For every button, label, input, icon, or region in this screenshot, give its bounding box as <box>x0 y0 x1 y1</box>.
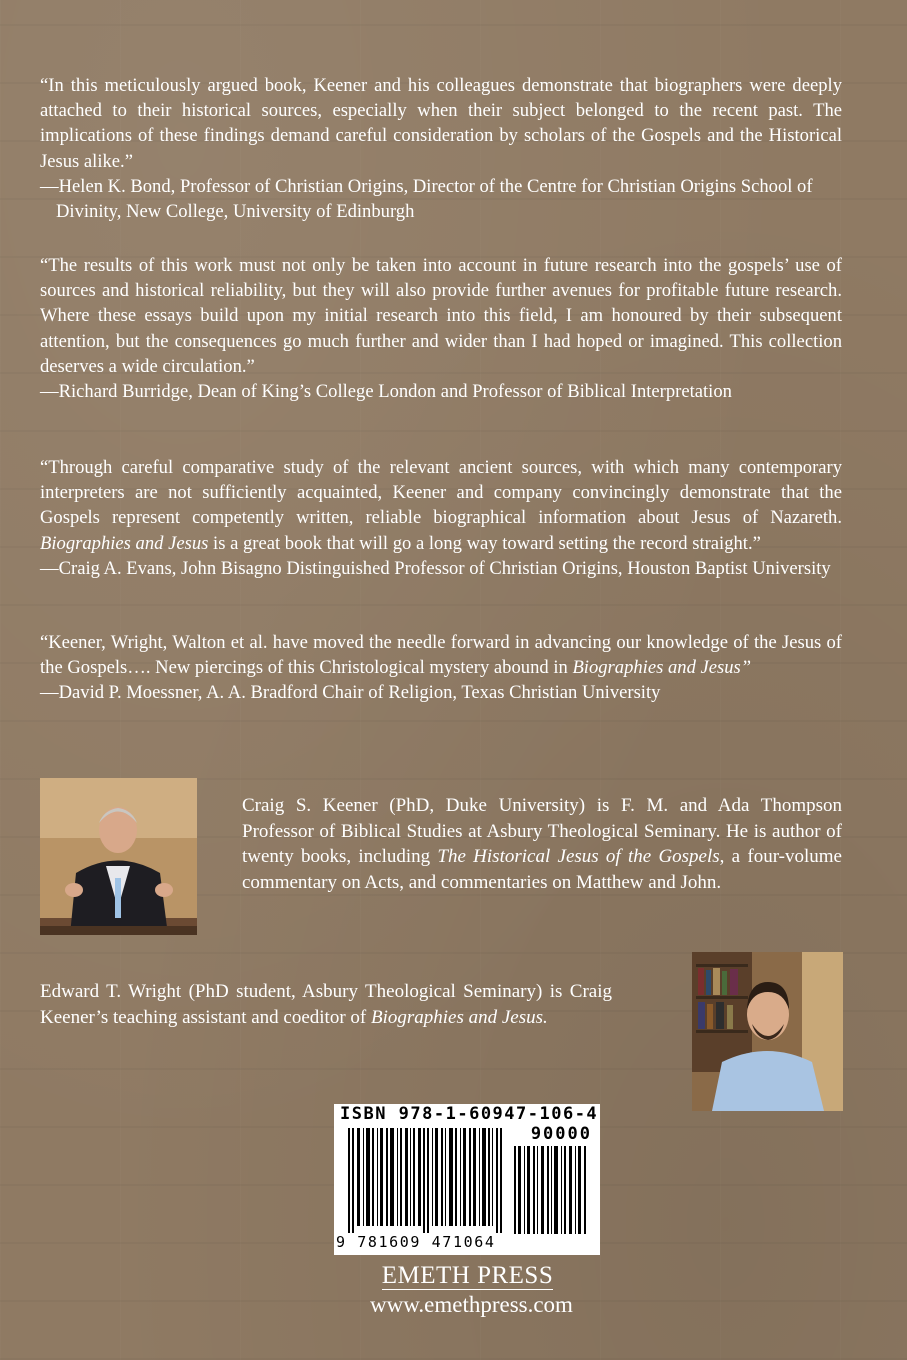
isbn-label: ISBN 978-1-60947-106-4 <box>340 1104 599 1124</box>
endorsement-quote: “Through careful comparative study of the relevant ancient sources, with which many contemporary interpreters are not sufficiently acquainted, Keener and company convincingly demonstrate that the Gospels represent competently written, reliable biographical information about Jesus of Nazareth. Biographies and Jesus is a great book that will go a long way toward setting the record straight.” <box>40 457 842 554</box>
seated-figure-icon <box>692 952 843 1111</box>
isbn-barcode <box>334 1104 600 1255</box>
endorsement-burridge <box>40 253 842 404</box>
endorsement-quote: “The results of this work must not only be taken into account in future research into the gospels’ use of sources and historical reliability, but they will also provide further avenues for profitable future research. Where these essays build upon my initial research into this field, I am honoured by their subsequent attention, but the consequences go much further and wider than I had hoped or imagined. This collection deserves a wide circulation.” <box>40 255 842 377</box>
publisher-name: EMETH PRESS <box>381 1262 554 1289</box>
endorsement-attribution: —David P. Moessner, A. A. Bradford Chair of Religion, Texas Christian University <box>40 682 661 704</box>
endorsement-evans <box>40 455 842 581</box>
author-photo-wright <box>692 952 843 1111</box>
publisher-url: www.emethpress.com <box>370 1292 573 1317</box>
barcode-digits: 9 781609 471064 <box>336 1233 496 1251</box>
endorsement-quote: “Keener, Wright, Walton et al. have moved the needle forward in advancing our knowledge of the Jesus of the Gospels…. New piercings of this Christological mystery abound in Biographies and Jesus” <box>40 632 842 679</box>
endorsement-attribution: —Helen K. Bond, Professor of Christian Origins, Director of the Centre for Christian Origins School of Divinity, New College, University of Edinburgh <box>40 175 813 223</box>
author-photo-keener <box>40 778 197 935</box>
ean-barcode-bars <box>346 1128 506 1233</box>
speaker-figure-icon <box>40 778 197 935</box>
endorsement-bond <box>40 73 842 224</box>
author-bio-wright: Edward T. Wright (PhD student, Asbury Theological Seminary) is Craig Keener’s teaching assistant and coeditor of Biographies and Jesus. <box>40 981 612 1028</box>
author-bio-keener: Craig S. Keener (PhD, Duke University) is F. M. and Ada Thompson Professor of Biblical Studies at Asbury Theological Seminary. He is author of twenty books, including The Historical Jesus of the Gospels, a four-volume commentary on Acts, and commentaries on Matthew and John. <box>242 795 842 893</box>
endorsement-quote: “In this meticulously argued book, Keener and his colleagues demonstrate that biographers were deeply attached to their historical sources, especially when their subject belonged to the recent past. The implications of these findings demand careful consideration by scholars of the Gospels and the Historical Jesus alike.” <box>40 75 842 172</box>
price-code: 90000 <box>530 1124 592 1144</box>
endorsement-moessner <box>40 630 842 706</box>
endorsement-attribution: —Richard Burridge, Dean of King’s College London and Professor of Biblical Interpretation <box>40 381 732 403</box>
endorsement-attribution: —Craig A. Evans, John Bisagno Distinguished Professor of Christian Origins, Houston Baptist University <box>40 557 831 579</box>
price-addon-bars <box>512 1146 592 1234</box>
